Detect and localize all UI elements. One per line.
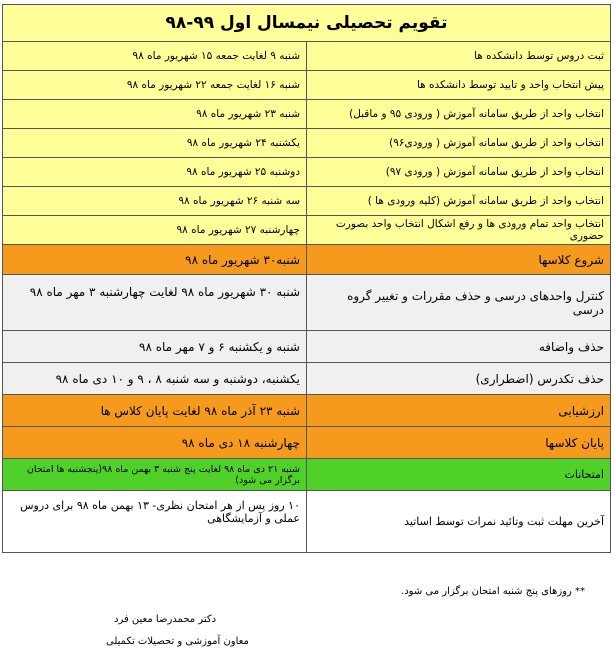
section-row-course-control [3,275,611,331]
row-value: یکشنبه ۲۴ شهریور ماه ۹۸ [3,129,307,158]
section-value: شنبه ۳۰ شهریور ماه ۹۸ لغایت چهارشنبه ۳ مهر ماه ۹۸ [3,275,307,331]
section-label: حذف تکدرس (اضطراری) [307,363,611,395]
section-value: شنبه۳۰ شهریور ماه ۹۸ [3,245,307,275]
table-row [3,187,611,216]
table-row [3,100,611,129]
section-label: کنترل واحدهای درسی و حذف مقررات و تغییر گروه درسی [307,275,611,331]
section-label: آخرین مهلت ثبت وتائید نمرات توسط اساتید [307,491,611,553]
section-label: ارزشیابی [307,395,611,427]
row-label: پیش انتخاب واحد و تایید توسط دانشکده ها [307,71,611,100]
table-row [3,71,611,100]
row-label: انتخاب واحد از طریق سامانه آموزش ( ورودی ۹۷) [307,158,611,187]
row-label: انتخاب واحد از طریق سامانه آموزش ( ورودی۹۶) [307,129,611,158]
section-row-grade-deadline [3,491,611,553]
row-value: شنبه ۲۳ شهریور ماه ۹۸ [3,100,307,129]
row-value: دوشنبه ۲۵ شهریور ماه ۹۸ [3,158,307,187]
section-row-add-drop [3,331,611,363]
section-value: ۱۰ روز پس از هر امتحان نظری- ۱۳ بهمن ماه ۹۸ برای دروس عملی و آزمایشگاهی [3,491,307,553]
section-row-classes-start [3,245,611,275]
table-row [3,129,611,158]
signatory-name: دکتر محمدرضا معین فرد [114,614,217,625]
section-label: پایان کلاسها [307,427,611,459]
row-value: سه شنبه ۲۶ شهریور ماه ۹۸ [3,187,307,216]
calendar-table [2,4,611,553]
footnote: ** روزهای پنج شنبه امتحان برگزار می شود. [401,586,585,597]
section-row-classes-end [3,427,611,459]
table-row [3,158,611,187]
section-value: شنبه ۲۳ آذر ماه ۹۸ لغایت پایان کلاس ها [3,395,307,427]
section-row-exams [3,459,611,491]
title-row [3,5,611,42]
section-label: امتحانات [307,459,611,491]
row-label: انتخاب واحد از طریق سامانه آموزش ( ورودی ۹۵ و ماقبل) [307,100,611,129]
section-row-evaluation [3,395,611,427]
table-row [3,216,611,245]
table-row [3,42,611,71]
section-label: شروع کلاسها [307,245,611,275]
section-row-emergency-drop [3,363,611,395]
section-value: شنبه ۲۱ دی ماه ۹۸ لغایت پنج شنبه ۳ بهمن ماه ۹۸(پنجشنبه ها امتحان برگزار می شود) [3,459,307,491]
row-value: شنبه ۹ لغایت جمعه ۱۵ شهریور ماه ۹۸ [3,42,307,71]
page-title: تقویم تحصیلی نیمسال اول ۹۹-۹۸ [3,5,611,42]
section-value: شنبه و یکشنبه ۶ و ۷ مهر ماه ۹۸ [3,331,307,363]
row-value: چهارشنبه ۲۷ شهریور ماه ۹۸ [3,216,307,245]
row-label: انتخاب واحد از طریق سامانه آموزش (کلیه ورودی ها ) [307,187,611,216]
row-label: ثبت دروس توسط دانشکده ها [307,42,611,71]
section-value: یکشنبه، دوشنبه و سه شنبه ۸ ، ۹ و ۱۰ دی ماه ۹۸ [3,363,307,395]
section-label: حذف واضافه [307,331,611,363]
section-value: چهارشنبه ۱۸ دی ماه ۹۸ [3,427,307,459]
row-label: انتخاب واحد تمام ورودی ها و رفع اشکال انتخاب واحد بصورت حضوری [307,216,611,245]
row-value: شنبه ۱۶ لغایت جمعه ۲۲ شهریور ماه ۹۸ [3,71,307,100]
signatory-role: معاون آموزشی و تحصیلات تکمیلی [106,636,249,647]
academic-calendar [2,4,611,553]
